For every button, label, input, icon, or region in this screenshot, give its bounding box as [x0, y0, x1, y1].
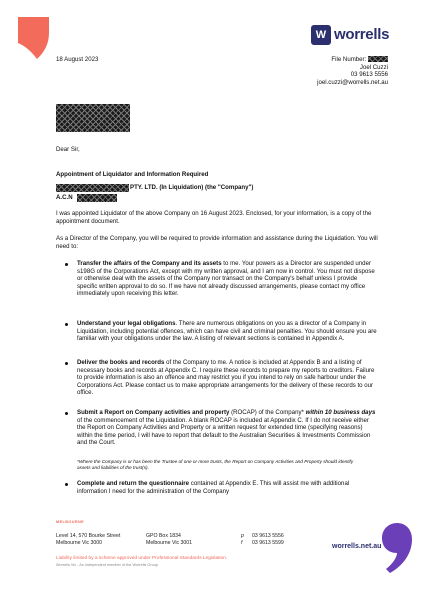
contact-email[interactable]: joel.cuzzi@worrells.net.au	[317, 78, 388, 86]
company-name-suffix: PTY. LTD. (In Liquidation) (the "Company")	[130, 184, 254, 191]
contact-block	[317, 56, 388, 86]
footer-phone-labels: p f	[241, 533, 244, 546]
paragraph-appointment: I was appointed Liquidator of the above Company on 16 August 2023. Enclosed, for your information, is a copy of the appointment document.	[56, 210, 372, 225]
contact-phone: 03 9613 5556	[350, 71, 388, 79]
logo-text: worrells	[334, 26, 390, 43]
bullet-questionnaire: Complete and return the questionnaire contained at Appendix E. This will assist me with additional information I need for the administration of the Company	[77, 480, 350, 495]
footer-postal-address: GPO Box 1834 Melbourne Vic 3001	[146, 533, 193, 546]
bullet-dot	[65, 323, 68, 326]
footer-street-address: Level 14, 570 Bourke Street Melbourne Vic 3000	[56, 533, 121, 546]
address-redaction	[56, 104, 130, 132]
footer-member-note: Worrells Vic - An independent member of the Worrells Group	[56, 563, 158, 567]
footer-phone-numbers: 03 9613 5556 03 9613 5599	[252, 533, 284, 546]
footer-website[interactable]: worrells.net.au	[332, 543, 382, 550]
worrells-logo	[311, 25, 397, 45]
logo-mark-icon: W	[311, 25, 331, 45]
footer-city: MELBOURNE	[56, 520, 85, 524]
file-number-redaction	[368, 56, 388, 62]
acn-redaction	[77, 194, 117, 202]
subject-heading: Appointment of Liquidator and Information Required	[56, 171, 209, 178]
bullet-dot	[65, 263, 68, 266]
letter-date: 18 August 2023	[56, 56, 99, 63]
file-number-label: File Number:	[331, 56, 367, 63]
bullet-dot	[65, 412, 68, 415]
contact-name: Joel Cuzzi	[359, 63, 388, 71]
bullet-legal-obligations: Understand your legal obligations. There are numerous obligations on you as a director of a Company in Liquidation, including potential offences, which can have civil and criminal penalties. You should ensure you are familiar with your obligations under the law. A listing of relevant sections is contained in Appendix A.	[77, 320, 377, 343]
trust-footnote: *Where the Company is or has been the Trustee of one or more trusts, the Report on Company Activities and Property should identify assets and liabilities of the trust(s).	[77, 459, 354, 470]
brand-corner-shape	[18, 17, 50, 60]
paragraph-director-duties: As a Director of the Company, you will be required to provide information and assistance during the Liquidation. You will need to:	[56, 235, 378, 250]
bullet-books-records: Deliver the books and records of the Company to me. A notice is included at Appendix B and a listing of necessary books and records at Appendix C. I require these records to prepare my reports to creditors. Failure to provide information is also an offence and may restrict you if you intend to rely on safe harbour under the Corporations Act. Please contact us to make appropriate arrangements for the delivery of these records to our office.	[77, 359, 375, 397]
bullet-transfer-affairs: Transfer the affairs of the Company and its assets to me. Your powers as a Director are suspended under s198G of the Corporations Act, except with my written approval, and I am now in control. You must not dispose or otherwise deal with the assets of the Company nor transact on the Company's behalf unless I provide specific written approval to do so. If we have not already discussed arrangements, please contact my office immediately upon receiving this letter.	[77, 260, 375, 298]
company-name-redaction	[56, 184, 129, 192]
bullet-dot	[65, 483, 68, 486]
acn-label: A.C.N	[56, 194, 73, 201]
footer-liability-note: Liability limited by a scheme approved under Professional Standards Legislation.	[56, 556, 228, 561]
brand-comma-shape	[382, 523, 412, 573]
salutation: Dear Sir,	[56, 146, 80, 153]
bullet-submit-rocap: Submit a Report on Company activities and property (ROCAP) of the Company* within 10 business days of the commencement of the Liquidation. A blank ROCAP is included at Appendix C. If I do not receive either the Report on Company Activities and Property or a written request for extended time (specifying reasons) within the time period, I will have to report that default to the Australian Securities & Investments Commission and the Court.	[77, 409, 376, 447]
bullet-dot	[65, 362, 68, 365]
